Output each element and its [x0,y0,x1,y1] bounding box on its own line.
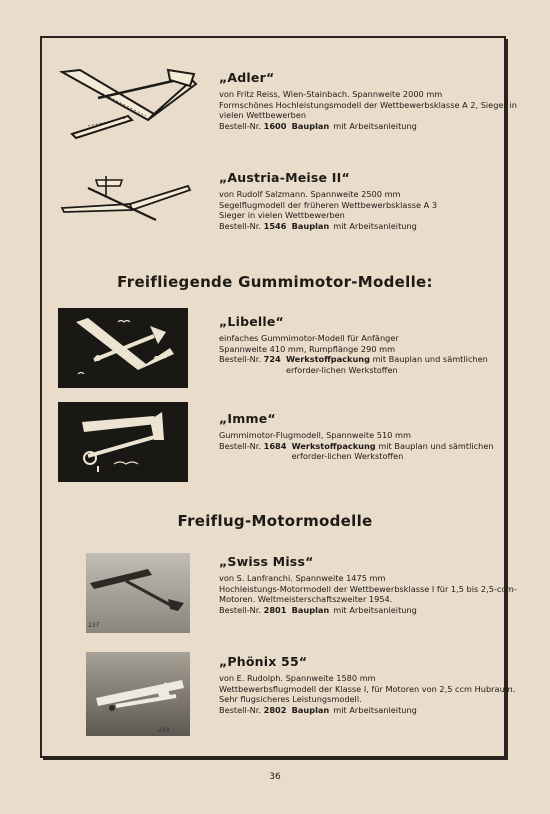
entry-line: Motoren. Weltmeisterschaftszweiter 1954. [219,594,393,605]
order-number: 2801 [263,604,287,615]
order-package: Werkstoffpackung [285,354,370,365]
order-number: 1684 [263,440,287,451]
entry-title: „Adler“ [219,70,275,85]
order-description: mit Arbeitsanleitung [333,604,417,615]
entry-title: „Libelle“ [219,314,284,329]
entry-line: von Rudolf Salzmann. Spannweite 2500 mm [219,189,401,199]
order-description: mit Arbeitsanleitung [333,220,417,231]
order-number: 2802 [263,704,287,715]
entry-line: Gummimotor-Flugmodell, Spannweite 510 mm [219,430,411,440]
entry-line: Formschönes Hochleistungsmodell der Wettbewerbsklasse A 2, Sieger in [219,99,517,110]
phoenix-photo-number: 243 [158,727,170,734]
order-prefix: Bestell-Nr. [219,354,264,365]
entry-line: Sehr flugsicheres Leistungsmodell. [219,694,362,705]
entry-line: von S. Lanfranchi. Spannweite 1475 mm [219,573,386,583]
order-number: 1546 [263,220,287,231]
order-line [219,121,509,132]
adler-glider-drawing [58,60,198,140]
order-package: Bauplan [291,120,330,131]
entry-title: „Imme“ [219,411,276,426]
order-prefix: Bestell-Nr. [219,704,264,715]
order-package: Werkstoffpackung [291,440,376,451]
entry-swiss-miss [219,554,517,615]
entry-phoenix [219,654,516,715]
entry-libelle [219,314,509,375]
entry-line: von E. Rudolph. Spannweite 1580 mm [219,673,376,683]
order-line [219,705,509,716]
swiss-miss-photo-number: 237 [88,622,100,629]
entry-title: „Swiss Miss“ [219,554,314,569]
entry-title: „Austria-Meise II“ [219,170,350,185]
order-line [219,441,509,462]
frame-shadow-right [505,39,508,760]
order-line [219,221,509,232]
order-package: Bauplan [291,604,330,615]
entry-line: Spannweite 410 mm, Rumpflänge 290 mm [219,343,396,354]
heading-motor-models: Freiflug-Motormodelle [177,512,373,530]
order-number: 1600 [263,120,287,131]
frame-shadow-bottom [43,757,508,760]
order-package: Bauplan [291,220,330,231]
entry-line: einfaches Gummimotor-Modell für Anfänger [219,333,399,343]
entry-austria-meise [219,170,509,231]
entry-line: Hochleistungs-Motormodell der Wettbewerbsklasse I für 1,5 bis 2,5-ccm- [219,583,517,594]
order-prefix: Bestell-Nr. [219,220,264,231]
swiss-miss-model-photo [86,553,190,633]
libelle-model-photo [58,308,188,388]
order-prefix: Bestell-Nr. [219,440,264,451]
order-prefix: Bestell-Nr. [219,604,264,615]
phoenix-model-photo [86,652,190,736]
heading-rubber-models: Freifliegende Gummimotor-Modelle: [117,273,433,291]
entry-adler [219,70,517,131]
order-number: 724 [263,354,281,365]
page-number: 36 [269,772,281,782]
page-frame [40,36,506,758]
order-description: mit Bauplan und sämtlichen erforder-lichen Werkstoffen [285,354,488,375]
entry-line: vielen Wettbewerben [219,110,307,121]
order-description: mit Arbeitsanleitung [333,120,417,131]
order-line [219,354,509,375]
imme-model-photo [58,402,188,482]
entry-line: Wettbewerbsflugmodell der Klasse I, für Motoren von 2,5 ccm Hubraum. [219,683,516,694]
entry-imme [219,411,509,462]
entry-title: „Phönix 55“ [219,654,308,669]
order-prefix: Bestell-Nr. [219,120,264,131]
order-description: mit Bauplan und sämtlichen erforder-lichen Werkstoffen [291,440,494,462]
order-description: mit Arbeitsanleitung [333,704,417,715]
order-line [219,605,509,616]
austria-meise-glider-drawing [60,174,192,230]
entry-line: von Fritz Reiss, Wien-Stainbach. Spannweite 2000 mm [219,89,443,99]
entry-line: Sieger in vielen Wettbewerben [219,210,345,221]
order-package: Bauplan [291,704,330,715]
entry-line: Segelflugmodell der früheren Wettbewerbsklasse A 3 [219,199,438,210]
